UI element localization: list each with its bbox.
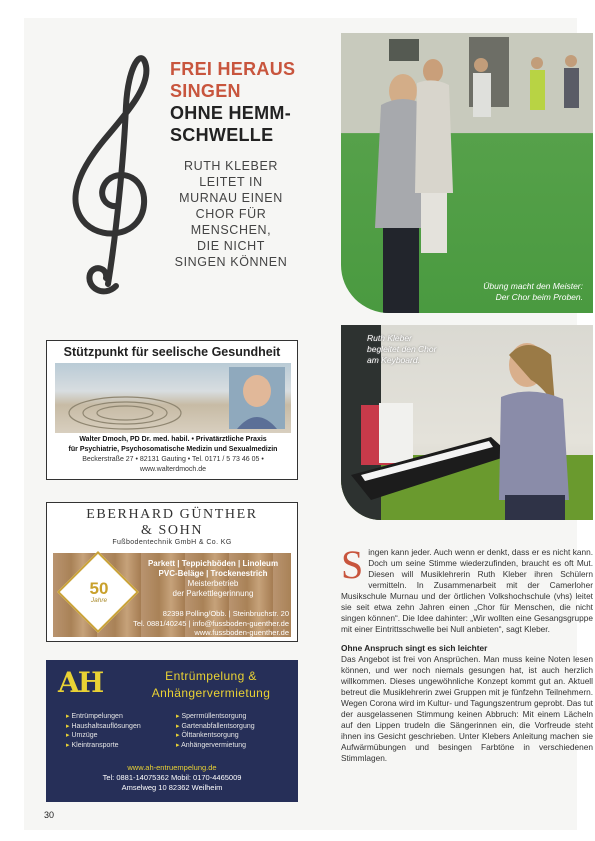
- drop-cap: S: [341, 542, 364, 587]
- address-line: 82398 Polling/Obb. | Steinbruchstr. 20: [162, 609, 289, 618]
- subtitle: [146, 158, 316, 270]
- headline-line-3: OHNE HEMM-: [170, 103, 291, 123]
- ad-phone: Tel: 0881-14075362 Mobil: 0170-4465009: [102, 773, 242, 782]
- ad-heading: [126, 668, 296, 702]
- ad-image: [55, 363, 291, 433]
- ad-contact: [46, 763, 298, 793]
- ad-title: EBERHARD GÜNTHER: [86, 507, 258, 522]
- heading-line: Entrümpelung &: [165, 669, 257, 683]
- list-item: ▸ Kleintransporte: [66, 741, 176, 751]
- list-item: ▸ Entrümpelungen: [66, 712, 176, 722]
- service-line: PVC-Beläge | Trockenestrich: [158, 569, 268, 578]
- headline-line-4: SCHWELLE: [170, 125, 274, 145]
- list-item: ▸ Anhängervermietung: [176, 741, 286, 751]
- caption-line: Der Chor beim Proben.: [495, 292, 583, 302]
- service-column: [66, 712, 176, 750]
- ad-eberhard-guenther[interactable]: [46, 502, 298, 642]
- article-subheading: Ohne Anspruch singt es sich leichter: [341, 643, 488, 653]
- subtitle-line: LEITET IN: [199, 175, 263, 189]
- ad-line: für Psychiatrie, Psychosomatische Medizin und Sexualmedizin: [68, 446, 278, 453]
- badge-number: 50: [89, 579, 109, 598]
- subtitle-line: SINGEN KÖNNEN: [174, 255, 288, 269]
- list-item: ▸ Umzüge: [66, 731, 176, 741]
- address-line: www.fussboden-guenther.de: [194, 628, 289, 637]
- choir-illustration: [341, 33, 593, 313]
- list-item: ▸ Haushaltsauflösungen: [66, 722, 176, 732]
- ad-title: Stützpunkt für seelische Gesundheit: [63, 345, 281, 359]
- article-paragraph: ingen kann jeder. Auch wenn er denkt, dass er es nicht kann. Doch um seine Stimme wiederzufinden, braucht es oft Mut. Diesen will Musiklehrerin Ruth Kleber ihren Schülern vermitteln. In Zusammenarbeit mit der Camerloher Musikschule Murnau und der örtlichen Volkshochschule (vhs) leitet sie seit etwa zehn Jahren einen „Chor für Menschen, die nicht singen können“. Die Idee dahinter: „Wir wollten eine Gesangsgruppe mit einer Eintrittsschwelle bei Null anbieten“, sagt Kleber.: [341, 547, 593, 634]
- labyrinth-illustration: [55, 363, 291, 433]
- headline-line-2: SINGEN: [170, 81, 241, 101]
- ad-text: [51, 435, 295, 475]
- page-number: 30: [44, 810, 55, 820]
- subtitle-line: CHOR FÜR: [195, 207, 267, 221]
- address-line: Tel. 0881/40245 | info@fussboden-guenther.de: [133, 618, 289, 628]
- caption-line: am Keyboard.: [367, 355, 420, 365]
- ad-line: Beckerstraße 27 • 82131 Gauting • Tel. 0171 / 5 73 46 05 • www.walterdmoch.de: [82, 456, 264, 473]
- ad-entruempelung[interactable]: [46, 660, 298, 802]
- ad-title: & SOHN: [140, 523, 204, 538]
- caption-line: begleitet den Chor: [367, 344, 437, 354]
- article-body: [341, 542, 593, 764]
- list-item: ▸ Sperrmüllentsorgung: [176, 712, 286, 722]
- heading-line: Anhängervermietung: [151, 686, 271, 700]
- subtitle-line: DIE NICHT: [197, 239, 265, 253]
- ad-subtitle: Fußbodentechnik GmbH & Co. KG: [112, 539, 232, 546]
- subtitle-line: MENSCHEN,: [190, 223, 272, 237]
- article-paragraph: Das Angebot ist frei von Ansprüchen. Man muss keine Noten lesen können, und wer noch niemals gesungen hat, ist auch herzlich willkommen. Dieses ungewöhnliche Konzept kommt gut an. Aktuell betreut die Musiklehrerin zwei Gruppen mit je fünfzehn Teilnehmern. Wegen Corona wird im Kultur- und Tagungszentrum geprobt. Das tut der ausgelassenen Stimmung keinen Abbruch: Mit einem Lächeln auf den Lippen trudeln die Sängerinnen ein, die Vorfreude steht ihnen ins Gesicht geschrieben. Unter Klebers Anleitung machen sie Aufwärmübungen und besingen Farbtöne in verschiedenen Stimmlagen.: [341, 654, 593, 763]
- subtitle-line: RUTH KLEBER: [183, 159, 279, 173]
- keyboard-photo: [341, 325, 593, 520]
- subtitle-line: MURNAU EINEN: [179, 191, 283, 205]
- ad-service-columns: [66, 712, 286, 750]
- choir-rehearsal-photo: [341, 33, 593, 313]
- photo-caption: [483, 281, 583, 303]
- list-item: ▸ Ölttankentsorgung: [176, 731, 286, 741]
- ad-seelische-gesundheit[interactable]: [46, 340, 298, 480]
- badge-sub: Jahre: [90, 597, 108, 604]
- service-line: Parkett | Teppichböden | Linoleum: [147, 559, 279, 568]
- ad-wood-background: [53, 553, 291, 637]
- caption-line: Übung macht den Meister:: [483, 281, 583, 291]
- ad-services: [137, 559, 289, 599]
- ad-address: [63, 609, 289, 638]
- ah-logo: AH: [58, 666, 103, 699]
- ad-website-link[interactable]: www.ah-entruempelung.de: [127, 763, 217, 772]
- service-line: Meisterbetrieb: [187, 579, 239, 588]
- headline: [170, 58, 340, 146]
- headline-line-1: FREI HERAUS: [170, 59, 296, 79]
- service-column: [176, 712, 286, 750]
- caption-line: Ruth Kleber: [367, 333, 412, 343]
- ad-address: Amselweg 10 82362 Weilheim: [121, 783, 223, 792]
- photo-caption: [367, 333, 436, 366]
- service-line: der Parkettlegerinnung: [172, 589, 254, 598]
- ad-line: Walter Dmoch, PD Dr. med. habil. • Privatärztliche Praxis: [79, 436, 267, 443]
- list-item: ▸ Gartenabfallentsorgung: [176, 722, 286, 732]
